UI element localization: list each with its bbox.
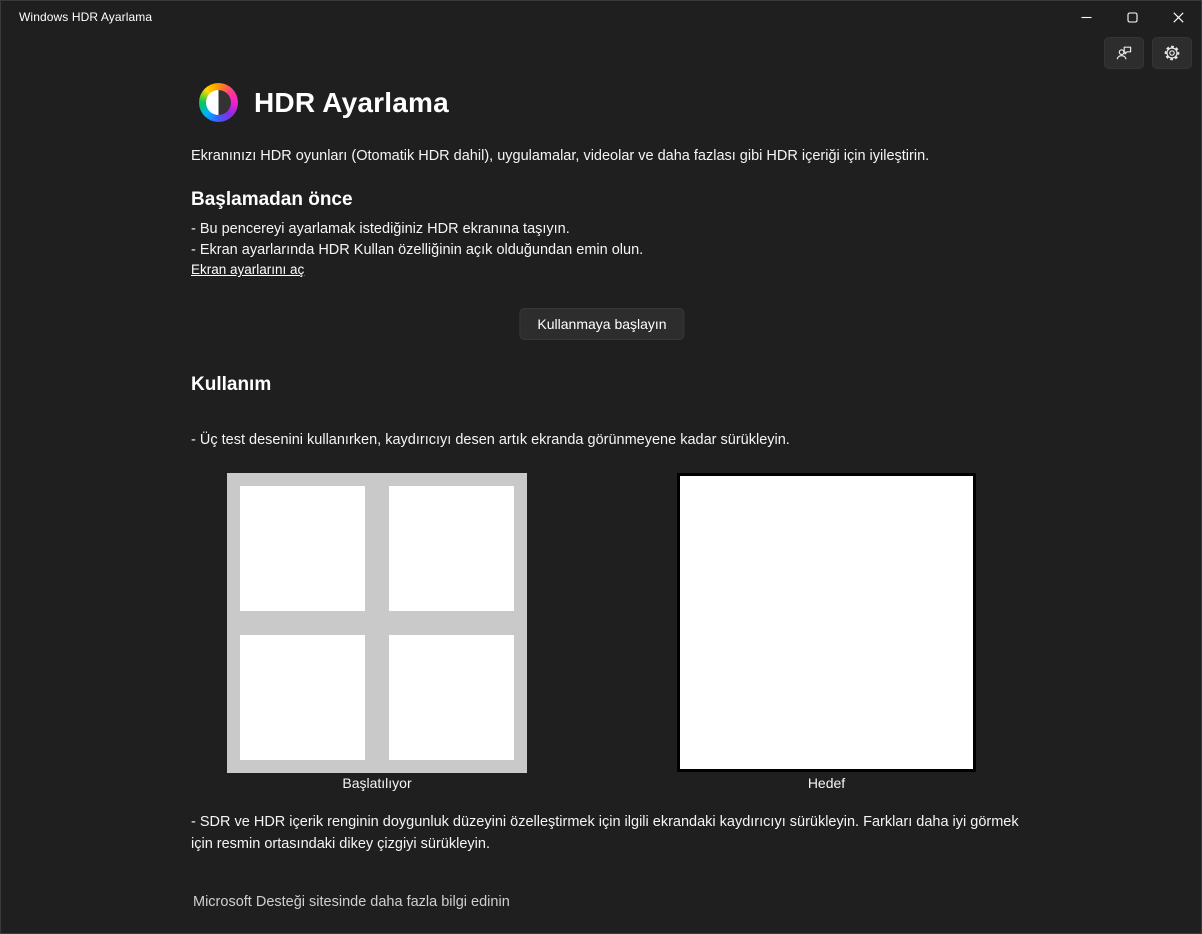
hdr-logo-inner-circle (206, 90, 231, 115)
feedback-button[interactable] (1104, 37, 1144, 69)
pattern-label-start: Başlatılıyor (342, 775, 412, 791)
before-start-item: - Bu pencereyi ayarlamak istediğiniz HDR ekranına taşıyın. (191, 221, 570, 237)
open-display-settings-link[interactable]: Ekran ayarlarını aç (191, 262, 305, 277)
feedback-icon (1115, 44, 1133, 62)
microsoft-support-link[interactable]: Microsoft Desteği sitesinde daha fazla bilgi edinin (193, 894, 510, 910)
pattern-cell (240, 635, 365, 760)
maximize-button[interactable] (1109, 1, 1155, 33)
settings-button[interactable] (1152, 37, 1192, 69)
hdr-color-wheel-logo (199, 83, 238, 122)
maximize-icon (1127, 12, 1138, 23)
pattern-cell (389, 635, 514, 760)
target-pattern-preview (677, 473, 976, 772)
titlebar (1, 1, 1201, 33)
window-controls (1063, 1, 1201, 33)
minimize-button[interactable] (1063, 1, 1109, 33)
usage-heading: Kullanım (191, 374, 272, 395)
before-start-item: - Ekran ayarlarında HDR Kullan özelliğinin açık olduğundan emin olun. (191, 242, 644, 258)
minimize-icon (1081, 12, 1092, 23)
close-icon (1173, 12, 1184, 23)
before-start-heading: Başlamadan önce (191, 189, 353, 210)
page-title: HDR Ayarlama (254, 86, 449, 118)
page-header (199, 83, 449, 122)
close-button[interactable] (1155, 1, 1201, 33)
usage-instruction-patterns: - Üç test desenini kullanırken, kaydırıcıyı desen artık ekranda görünmeyene kadar sürükleyin. (191, 432, 790, 448)
pattern-cell (389, 486, 514, 611)
usage-instruction-saturation: - SDR ve HDR içerik renginin doygunluk düzeyini özelleştirmek için ilgili ekrandaki kaydırıcıyı sürükleyin. Farkları daha iyi görmek için resmin ortasındaki dikey çizgiyi sürükleyin. (191, 814, 1019, 852)
settings-gear-icon (1163, 44, 1181, 62)
page-description: Ekranınızı HDR oyunları (Otomatik HDR dahil), uygulamalar, videolar ve daha fazlası gibi HDR içeriği için iyileştirin. (191, 148, 930, 164)
pattern-label-target: Hedef (807, 775, 846, 791)
toolbar (1104, 37, 1192, 69)
pattern-cell (240, 486, 365, 611)
window-title: Windows HDR Ayarlama (19, 10, 153, 24)
calibration-pattern-preview (227, 473, 527, 773)
get-started-button[interactable]: Kullanmaya başlayın (519, 308, 684, 340)
before-start-list (191, 219, 643, 261)
